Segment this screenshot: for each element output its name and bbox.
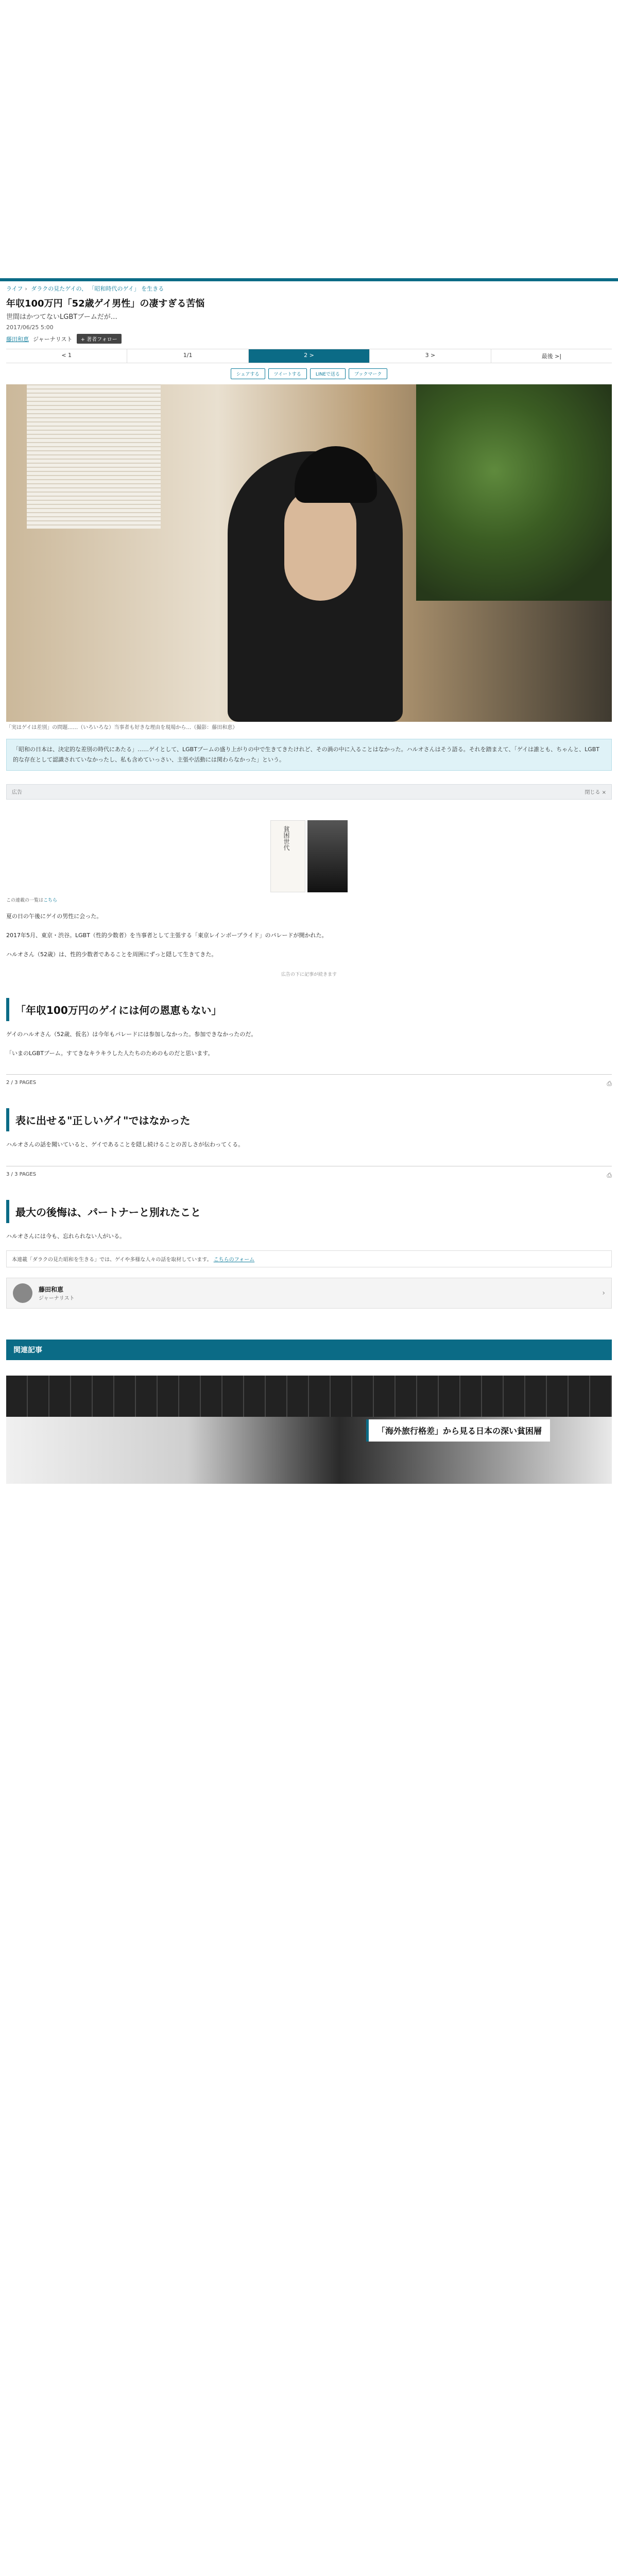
- pager-next[interactable]: 3 >: [370, 349, 491, 363]
- pager-first[interactable]: < 1: [6, 349, 127, 363]
- page-navigation: [6, 349, 612, 363]
- chevron-right-icon: ›: [602, 1289, 605, 1298]
- page-separator-2: [6, 1074, 612, 1088]
- pager-prev[interactable]: 1/1: [127, 349, 248, 363]
- print-icon[interactable]: ⎙: [607, 1080, 612, 1088]
- avatar: [13, 1283, 32, 1303]
- lead-box: 「昭和の日本は、決定的な差別の時代にあたる」……ゲイとして、LGBTブームの盛り上がりの中で生きてきたけれど、その渦の中に入ることはなかった。ハルオさんはそう語る。それを踏まえて、「ゲイは誰とも、ちゃんと、LGBT的な存在として認識されていなかったし、私も含めていっさい、主張や活動には関わらなかった」という。: [6, 739, 612, 771]
- follow-author-button[interactable]: + 著者フォロー: [77, 334, 122, 344]
- author-line: [6, 334, 612, 344]
- ad-close-button[interactable]: 閉じる ×: [585, 790, 606, 796]
- page-label: 2 / 3 PAGES: [6, 1080, 37, 1086]
- notice-text: 本連載「ダラクの見た昭和を生きる」では、ゲイや多様な人々の話を取材しています。: [12, 1257, 212, 1263]
- ad-label: 広告: [12, 790, 22, 796]
- publish-date: 2017/06/25 5:00: [6, 324, 54, 331]
- page-subtitle: 世間はかつてないLGBTブームだが…: [6, 313, 117, 321]
- section-heading-3: 最大の後悔は、パートナーと別れたこと: [6, 1200, 612, 1223]
- page-title: 年収100万円「52歳ゲイ男性」の凄すぎる苦悩: [6, 298, 205, 309]
- reader-notice: [6, 1250, 612, 1267]
- breadcrumb-current[interactable]: 「昭和時代のゲイ」: [89, 285, 140, 292]
- body-paragraph: ハルオさんの話を聞いていると、ゲイであることを隠し続けることの苦しさが伝わってくる。: [6, 1141, 244, 1148]
- ad-banner: [6, 784, 612, 800]
- series-credit-link[interactable]: こちら: [43, 897, 58, 903]
- author-profile-text: [39, 1285, 75, 1301]
- top-blank-area: [0, 0, 618, 278]
- hero-photo: [6, 384, 612, 722]
- pager-last[interactable]: 最後 >|: [541, 353, 562, 360]
- breadcrumb-separator: ›: [25, 285, 27, 292]
- breadcrumb-tail: を生きる: [141, 285, 164, 292]
- share-bar: [6, 368, 612, 379]
- print-icon[interactable]: ⎙: [607, 1172, 612, 1179]
- share-bookmark-button[interactable]: ブックマーク: [349, 368, 387, 379]
- author-link[interactable]: 藤田和恵: [6, 335, 29, 343]
- author-profile-box[interactable]: [6, 1278, 612, 1309]
- body-paragraph: ゲイのハルオさん（52歳、仮名）は今年もパレードには参加しなかった。参加できなかったのだ。: [6, 1030, 257, 1038]
- body-paragraph: ハルオさん（52歳）は、性的少数者であることを周囲にずっと隠して生きてきた。: [6, 951, 217, 958]
- notice-form-link[interactable]: こちらのフォーム: [213, 1257, 255, 1263]
- book-cover-left: [270, 820, 305, 892]
- book-promo[interactable]: [270, 820, 348, 892]
- related-heading: 関連記事: [6, 1340, 612, 1360]
- series-credit-prefix: この連載の一覧は: [6, 897, 44, 903]
- body-paragraph: 夏の日の午後にゲイの男性に会った。: [6, 912, 102, 920]
- hero-photo-plant: [416, 384, 612, 601]
- author-role: ジャーナリスト: [39, 1296, 75, 1302]
- share-facebook-button[interactable]: シェアする: [231, 368, 265, 379]
- related-image-board: [6, 1376, 612, 1417]
- breadcrumb-home[interactable]: ライフ: [6, 285, 23, 292]
- hero-photo-blind: [27, 384, 161, 529]
- section-heading-1: 「年収100万円のゲイには何の恩恵もない」: [6, 998, 612, 1021]
- body-paragraph: ハルオさんには今も、忘れられない人がいる。: [6, 1233, 125, 1240]
- share-twitter-button[interactable]: ツイートする: [268, 368, 307, 379]
- author-name: 藤田和恵: [39, 1286, 64, 1294]
- author-role: ジャーナリスト: [33, 335, 73, 343]
- ad-continue-note: 広告の下に記事が続きます: [281, 972, 337, 977]
- breadcrumb: [6, 281, 612, 298]
- book-cover-right: [307, 820, 348, 892]
- series-credit: [6, 896, 612, 903]
- body-paragraph: 「いまのLGBTブーム。すてきなキラキラした人たちのためのものだと思います。: [6, 1049, 214, 1057]
- hero-photo-arm: [284, 487, 356, 601]
- book-title: 貧困世代: [283, 825, 290, 851]
- pager-current[interactable]: 2 >: [249, 349, 370, 363]
- article-container: [0, 281, 618, 1484]
- section-heading-2: 表に出せる"正しいゲイ"ではなかった: [6, 1108, 612, 1131]
- page-label: 3 / 3 PAGES: [6, 1172, 37, 1178]
- body-paragraph: 2017年5月、東京・渋谷。LGBT（性的少数者）を当事者として主張する「東京レインボープライド」のパレードが開かれた。: [6, 931, 328, 939]
- related-article-card[interactable]: [6, 1376, 612, 1484]
- related-article-title[interactable]: 「海外旅行格差」から見る日本の深い貧困層: [366, 1419, 550, 1442]
- breadcrumb-middle[interactable]: ダラクの見たゲイの、: [31, 285, 88, 292]
- page-separator-3: [6, 1166, 612, 1179]
- share-line-button[interactable]: LINEで送る: [310, 368, 346, 379]
- hero-caption: 「実はゲイは差別」の問題……（いろいろな）当事者も好きな理由を現場から…（撮影：藤田和恵）: [6, 725, 238, 731]
